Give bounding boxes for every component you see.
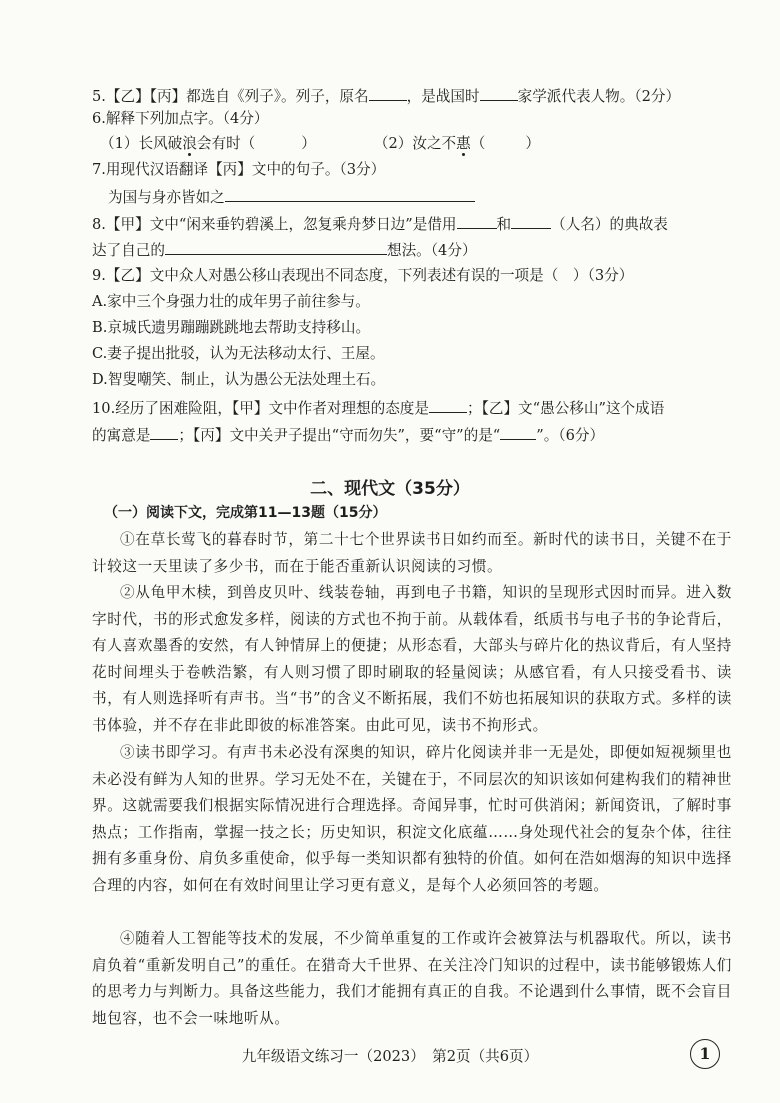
q7-answer-line[interactable] <box>225 185 475 202</box>
question-7-stem: 7.用现代汉语翻译【丙】文中的句子。（3分） <box>92 161 386 178</box>
q6-item2-mid: （ <box>470 135 486 152</box>
section-title: 二、现代文（35分） <box>310 479 470 499</box>
q8-text-2: 和 <box>496 216 512 233</box>
question-10-line-1 <box>92 396 752 420</box>
question-9-stem: 9.【乙】文中众人对愚公移山表现出不同态度，下列表述有误的一项是（ ）（3分） <box>92 267 634 284</box>
q8-text-3: （人名）的典故表 <box>551 216 668 233</box>
q6-item1-post: ） <box>301 135 316 152</box>
q5-text-2: ，是战国时 <box>406 88 480 105</box>
q5-blank-1[interactable] <box>369 84 407 101</box>
passage-paragraph-1: ①在草长莺飞的暮春时节，第二十七个世界读书日如约而至。新时代的读书日，关键不在于计较这一天里读了多少书，而在于能否重新认识阅读的习惯。 <box>92 531 732 575</box>
question-5 <box>92 84 752 108</box>
q9-option-b[interactable]: B.京城氏遗男蹦蹦跳跳地去帮助支持移山。 <box>92 319 371 336</box>
q9-option-c[interactable]: C.妻子提出批驳，认为无法移动太行、王屋。 <box>92 345 385 362</box>
q8-blank-1[interactable] <box>457 212 497 229</box>
q10-text-5: ”。（6分） <box>536 427 605 444</box>
passage-paragraph-3: ③读书即学习。有声书未必没有深奥的知识，碎片化阅读并非一无是处，即便如短视频里也未必没有鲜为人知的世界。学习无处不在，关键在于，不同层次的知识该如何建构我们的精神世界。这就需要我们根据实际情况进行合理选择。奇闻异事，忙时可供消闲；新闻资讯，了解时事热点；工作指南，掌握一技之长；历史知识，积淀文化底蕴……身处现代社会的复杂个体，往往拥有多重身份、肩负多重使命，似乎每一类知识都有独特的价值。如何在浩如烟海的知识中选择合理的内容，如何在有效时间里让学习更有意义，是每个人必须回答的考题。 <box>92 744 732 894</box>
page-footer: 九年级语文练习一（2023） 第2页（共6页） <box>241 1048 539 1065</box>
section-subtitle: （一）阅读下文，完成第11—13题（15分） <box>104 505 387 521</box>
q7-sentence: 为国与身亦皆如之 <box>108 189 225 206</box>
q10-text-1: 10.经历了困难险阻，【甲】文中作者对理想的态度是 <box>92 400 429 417</box>
q5-text-3: 家学派代表人物。（2分） <box>517 88 681 105</box>
q10-text-3: 的寓意是 <box>92 427 151 444</box>
q6-item2-pre: （2）汝之不 <box>373 135 457 152</box>
q8-blank-3[interactable] <box>165 238 387 255</box>
q8-blank-2[interactable] <box>511 212 551 229</box>
q5-text-1: 5.【乙】【丙】都选自《列子》。列子，原名 <box>92 88 369 105</box>
q10-blank-1[interactable] <box>429 396 467 413</box>
q6-item2-dotted-char: 惠 <box>456 135 471 152</box>
question-8-line-1 <box>92 212 752 236</box>
q10-text-2: ；【乙】文“愚公移山”这个成语 <box>466 400 665 417</box>
q9-option-a[interactable]: A.家中三个身强力壮的成年男子前往参与。 <box>92 293 370 310</box>
question-6-items <box>100 133 760 155</box>
question-10-line-2 <box>92 423 752 447</box>
q6-item2-post: ） <box>525 135 540 152</box>
question-6-stem: 6.解释下列加点字。（4分） <box>92 110 269 127</box>
question-8-line-2 <box>92 238 752 262</box>
question-7-sentence-line <box>108 185 768 209</box>
page-number-badge: 1 <box>690 1039 720 1069</box>
passage-paragraph-2: ②从龟甲木椟，到兽皮贝叶、线装卷轴，再到电子书籍，知识的呈现形式因时而异。进入数字时代，书的形式愈发多样，阅读的方式也不拘于前。从载体看，纸质书与电子书的争论背后，有人喜欢墨香的安然，有人钟情屏上的便捷；从形态看，大部头与碎片化的热议背后，有人坚持花时间埋头于卷帙浩繁，有人则习惯了即时刷取的轻量阅读；从感官看，有人只接受看书、读书，有人则选择听有声书。当“书”的含义不断拓展，我们不妨也拓展知识的获取方式。多样的读书体验，并不存在非此即彼的标准答案。由此可见，读书不拘形式。 <box>92 584 732 734</box>
q6-item1-dotted-char: 浪 <box>182 135 197 152</box>
q5-blank-2[interactable] <box>480 84 518 101</box>
q8-text-5: 想法。（4分） <box>386 242 477 259</box>
q8-text-1: 8.【甲】文中“闲来垂钓碧溪上，忽复乘舟梦日边”是借用 <box>92 216 457 233</box>
q10-blank-3[interactable] <box>500 423 536 440</box>
q10-blank-2[interactable] <box>150 423 178 440</box>
q6-item1-pre: （1）长风破 <box>100 135 183 152</box>
q8-text-4: 达了自己的 <box>92 242 165 259</box>
q6-item1-mid: 会有时（ <box>196 135 256 152</box>
q9-option-d[interactable]: D.智叟嘲笑、制止，认为愚公无法处理土石。 <box>92 371 386 388</box>
q10-text-4: ；【丙】文中关尹子提出“守而勿失”，要“守”的是“ <box>178 427 501 444</box>
passage-paragraph-4: ④随着人工智能等技术的发展，不少简单重复的工作或许会被算法与机器取代。所以，读书肩负着“重新发明自己”的重任。在猎奇大千世界、在关注冷门知识的过程中，读书能够锻炼人们的思考力与判断力。具备这些能力，我们才能拥有真正的自我。不论遇到什么事情，既不会盲目地包容，也不会一味地听从。 <box>92 930 732 1027</box>
